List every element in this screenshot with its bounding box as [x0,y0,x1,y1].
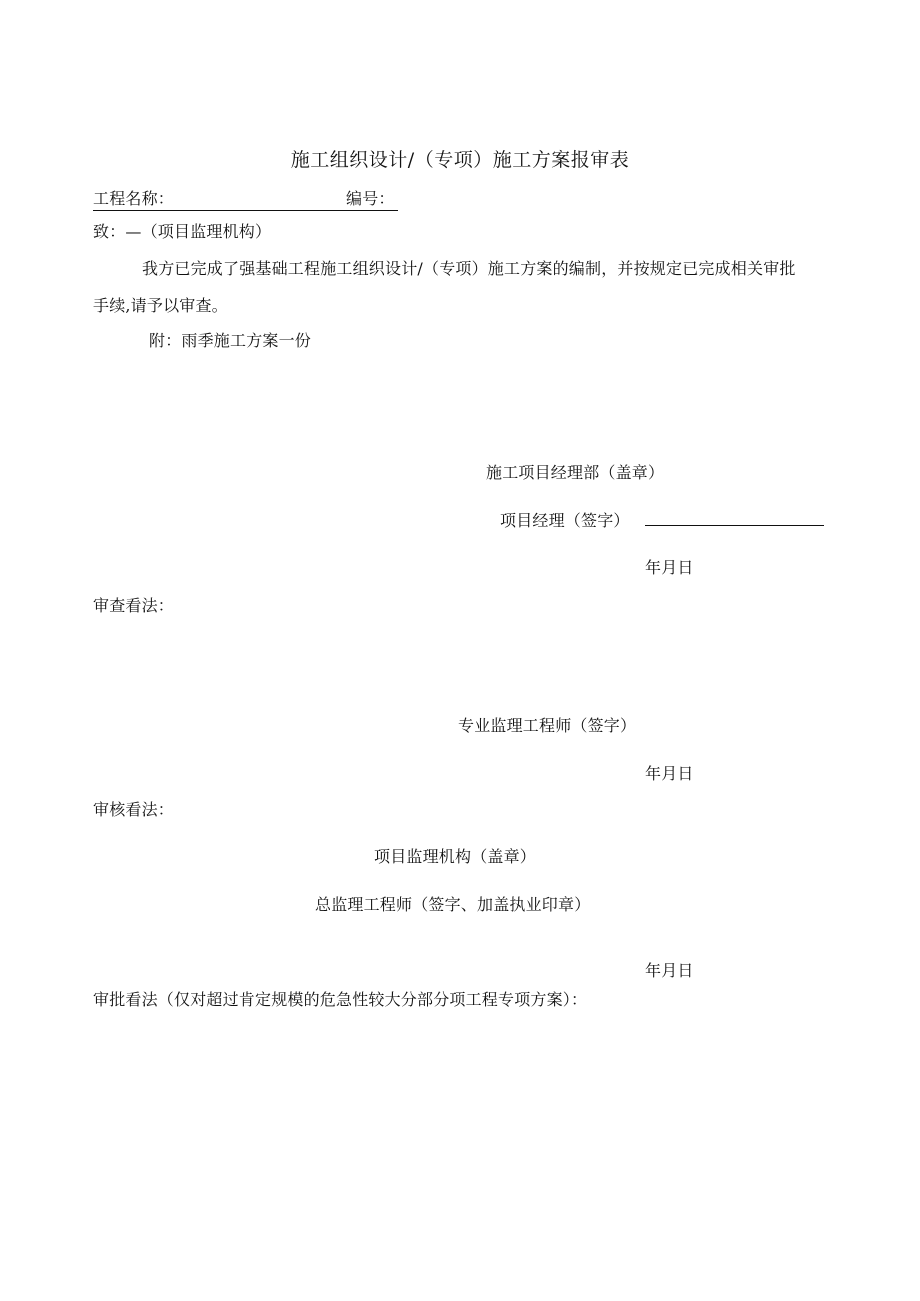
attachment-line: 附：雨季施工方案一份 [149,331,312,350]
chief-engineer-sign: 总监理工程师（签字、加盖执业印章） [315,895,591,914]
body-line-2: 手续,请予以审查。 [93,296,228,315]
approval-opinion-label: 审批看法（仅对超过肯定规模的危急性较大分部分项工程专项方案）： [93,990,588,1009]
supervision-org-seal: 项目监理机构（盖章） [374,847,537,866]
date-2: 年月日 [645,764,694,783]
document-title: 施工组织设计/（专项）施工方案报审表 [290,149,630,171]
project-manager-signature-line [645,525,824,526]
date-1: 年月日 [645,558,694,577]
date-3: 年月日 [645,961,694,980]
contractor-dept-seal: 施工项目经理部（盖章） [486,463,665,482]
audit-opinion-label: 审核看法： [93,800,175,819]
to-line: 致：—（项目监理机构） [93,222,272,241]
specialist-engineer-sign: 专业监理工程师（签字） [458,716,637,735]
project-name-label: 工程名称： [93,189,175,208]
review-opinion-label: 审查看法： [93,596,175,615]
number-label: 编号： [346,189,395,208]
project-manager-sign: 项目经理（签字） [500,511,630,530]
body-line-1: 我方已完成了强基础工程施工组织设计/（专项）施工方案的编制，并按规定已完成相关审批 [142,259,796,278]
